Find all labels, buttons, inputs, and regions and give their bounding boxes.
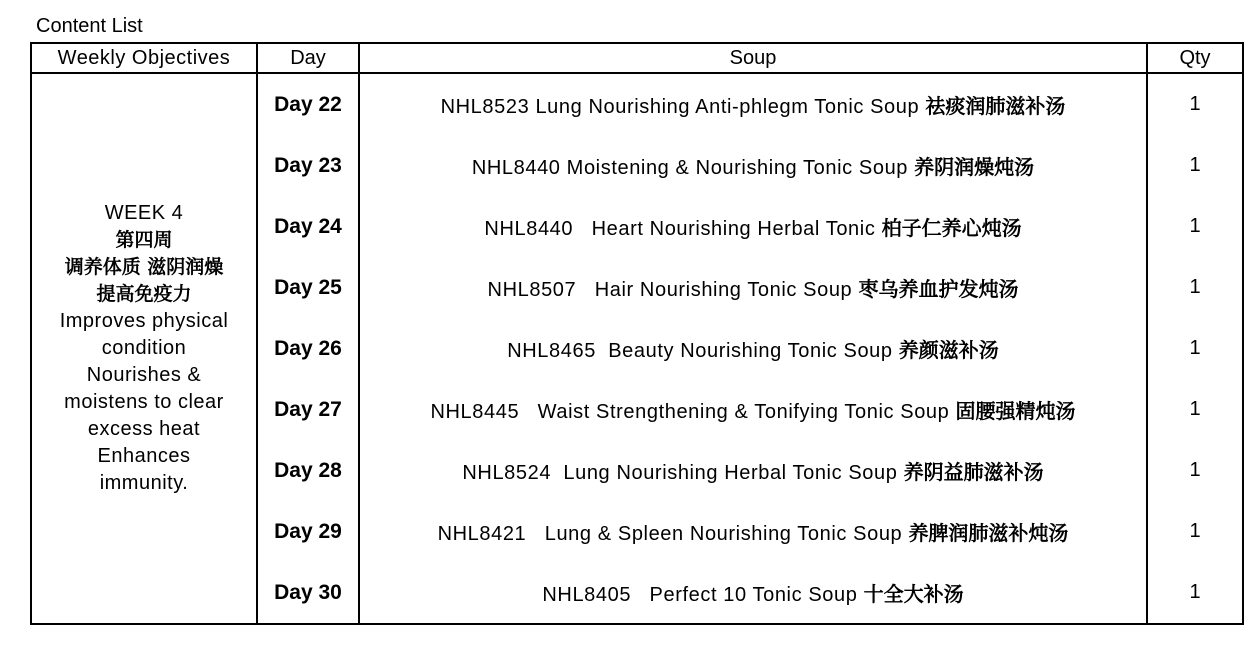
soup-name-en: NHL8465 Beauty Nourishing Tonic Soup [507, 340, 899, 362]
soup-name-zh: 养阴润燥炖汤 [914, 155, 1035, 179]
soup-name-en: NHL8421 Lung & Spleen Nourishing Tonic Soup [437, 523, 909, 545]
day-cell: Day 23 [257, 135, 359, 196]
day-cell: Day 30 [257, 562, 359, 624]
soup-cell [359, 562, 1147, 624]
content-list-table [30, 42, 1244, 625]
objective-en-line: Enhances [97, 445, 191, 467]
qty-cell: 1 [1147, 440, 1243, 501]
objective-zh-line-2: 提高免疫力 [96, 283, 192, 305]
soup-name-zh: 枣乌养血护发炖汤 [858, 277, 1019, 301]
table-row [31, 73, 1243, 135]
soup-name-zh: 养颜滋补汤 [898, 338, 999, 362]
qty-cell: 1 [1147, 73, 1243, 135]
soup-name-zh: 养脾润肺滋补炖汤 [908, 521, 1069, 545]
objective-en-line: immunity. [99, 472, 189, 494]
qty-cell: 1 [1147, 562, 1243, 624]
content-list-caption: Content List [36, 15, 143, 37]
header-qty: Qty [1147, 43, 1243, 73]
qty-cell: 1 [1147, 379, 1243, 440]
objective-week: WEEK 4 [104, 202, 184, 224]
header-weekly-objectives: Weekly Objectives [31, 43, 257, 73]
day-cell: Day 24 [257, 196, 359, 257]
soup-name-en: NHL8523 Lung Nourishing Anti-phlegm Tonic Soup [440, 96, 926, 118]
soup-cell [359, 440, 1147, 501]
soup-cell [359, 257, 1147, 318]
soup-cell [359, 135, 1147, 196]
soup-name-en: NHL8445 Waist Strengthening & Tonifying Tonic Soup [430, 401, 956, 423]
weekly-objectives-cell [31, 73, 257, 624]
objective-en-line: Improves physical [59, 310, 229, 332]
objective-zh-line-1: 调养体质 滋阴润燥 [64, 256, 224, 278]
objective-en-line: Nourishes & [86, 364, 202, 386]
qty-cell: 1 [1147, 135, 1243, 196]
day-cell: Day 28 [257, 440, 359, 501]
soup-cell [359, 196, 1147, 257]
soup-name-en: NHL8507 Hair Nourishing Tonic Soup [487, 279, 859, 301]
soup-cell [359, 73, 1147, 135]
soup-name-en: NHL8440 Heart Nourishing Herbal Tonic [484, 218, 882, 240]
soup-cell [359, 318, 1147, 379]
soup-cell [359, 379, 1147, 440]
soup-name-en: NHL8440 Moistening & Nourishing Tonic Soup [471, 157, 915, 179]
qty-cell: 1 [1147, 257, 1243, 318]
soup-name-zh: 柏子仁养心炖汤 [881, 216, 1022, 240]
soup-name-en: NHL8405 Perfect 10 Tonic Soup [542, 584, 864, 606]
header-soup: Soup [359, 43, 1147, 73]
header-row [31, 43, 1243, 73]
soup-name-zh: 十全大补汤 [863, 582, 964, 606]
day-cell: Day 26 [257, 318, 359, 379]
soup-name-en: NHL8524 Lung Nourishing Herbal Tonic Soup [462, 462, 904, 484]
objective-en-line: excess heat [87, 418, 201, 440]
header-day: Day [257, 43, 359, 73]
objective-en-line: moistens to clear [64, 391, 224, 413]
day-cell: Day 22 [257, 73, 359, 135]
soup-name-zh: 祛痰润肺滋补汤 [925, 94, 1066, 118]
qty-cell: 1 [1147, 196, 1243, 257]
soup-name-zh: 固腰强精炖汤 [955, 399, 1076, 423]
qty-cell: 1 [1147, 318, 1243, 379]
day-cell: Day 29 [257, 501, 359, 562]
soup-cell [359, 501, 1147, 562]
day-cell: Day 27 [257, 379, 359, 440]
soup-name-zh: 养阴益肺滋补汤 [903, 460, 1044, 484]
qty-cell: 1 [1147, 501, 1243, 562]
objective-en-line: condition [101, 337, 187, 359]
day-cell: Day 25 [257, 257, 359, 318]
objective-week-zh: 第四周 [115, 229, 173, 251]
